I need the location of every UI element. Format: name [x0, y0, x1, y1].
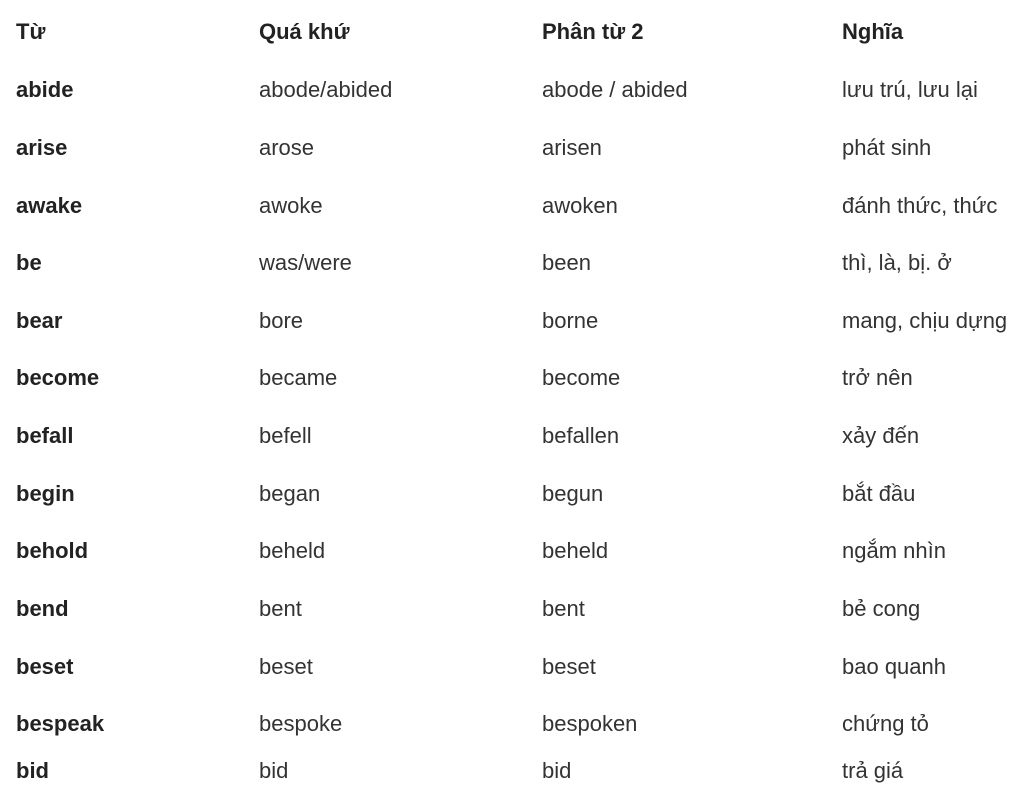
cell-word: begin: [16, 481, 75, 506]
table-row: [0, 580, 1024, 638]
cell-meaning: đánh thức, thức: [842, 193, 998, 218]
cell-past: was/were: [259, 250, 352, 275]
cell-word: bear: [16, 308, 63, 333]
table-row: [0, 61, 1024, 119]
cell-past: bent: [259, 596, 302, 621]
cell-word: beset: [16, 654, 74, 679]
cell-word: arise: [16, 135, 68, 160]
cell-past: began: [259, 481, 321, 506]
cell-meaning: ngắm nhìn: [842, 538, 946, 563]
table-row: [0, 234, 1024, 292]
cell-meaning: bao quanh: [842, 654, 946, 679]
cell-past-participle: bespoken: [542, 711, 638, 736]
header-meaning: Nghĩa: [842, 19, 904, 44]
cell-past: beheld: [259, 538, 326, 563]
table-header-row: [0, 3, 1024, 61]
cell-word: bend: [16, 596, 69, 621]
cell-past-participle: befallen: [542, 423, 620, 448]
cell-past-participle: awoken: [542, 193, 618, 218]
table-row: [0, 742, 1024, 800]
cell-past: arose: [259, 135, 315, 160]
header-word: Từ: [16, 19, 46, 44]
cell-word: bid: [16, 758, 49, 783]
cell-word: bespeak: [16, 711, 105, 736]
cell-word: become: [16, 365, 100, 390]
cell-past: awoke: [259, 193, 323, 218]
cell-past-participle: beset: [542, 654, 596, 679]
cell-past-participle: arisen: [542, 135, 602, 160]
cell-meaning: xảy đến: [842, 423, 920, 448]
cell-meaning: thì, là, bị. ở: [842, 250, 952, 275]
cell-meaning: phát sinh: [842, 135, 932, 160]
table-row: [0, 522, 1024, 580]
cell-past: befell: [259, 423, 312, 448]
cell-word: befall: [16, 423, 74, 448]
cell-meaning: trở nên: [842, 365, 913, 390]
cell-past: bespoke: [259, 711, 343, 736]
table-row: [0, 465, 1024, 523]
cell-word: behold: [16, 538, 89, 563]
cell-meaning: chứng tỏ: [842, 711, 929, 736]
table-row: [0, 638, 1024, 696]
cell-past-participle: borne: [542, 308, 599, 333]
cell-past: abode/abided: [259, 77, 393, 102]
cell-meaning: lưu trú, lưu lại: [842, 77, 978, 102]
cell-meaning: mang, chịu dựng: [842, 308, 1008, 333]
cell-past-participle: become: [542, 365, 621, 390]
cell-past-participle: bid: [542, 758, 572, 783]
cell-meaning: bẻ cong: [842, 596, 921, 621]
table-row: [0, 292, 1024, 350]
cell-meaning: bắt đầu: [842, 481, 916, 506]
cell-past-participle: beheld: [542, 538, 609, 563]
cell-past: became: [259, 365, 338, 390]
cell-word: abide: [16, 77, 74, 102]
cell-past: beset: [259, 654, 313, 679]
table-row: [0, 119, 1024, 177]
header-past-participle: Phân từ 2: [542, 19, 644, 44]
cell-meaning: trả giá: [842, 758, 904, 783]
cell-past-participle: been: [542, 250, 591, 275]
table-row: [0, 177, 1024, 235]
header-past: Quá khứ: [259, 19, 350, 44]
cell-word: awake: [16, 193, 83, 218]
cell-past-participle: abode / abided: [542, 77, 688, 102]
cell-past-participle: bent: [542, 596, 585, 621]
table-row: [0, 407, 1024, 465]
table-row: [0, 349, 1024, 407]
cell-past: bid: [259, 758, 289, 783]
cell-past: bore: [259, 308, 304, 333]
cell-past-participle: begun: [542, 481, 604, 506]
cell-word: be: [16, 250, 42, 275]
